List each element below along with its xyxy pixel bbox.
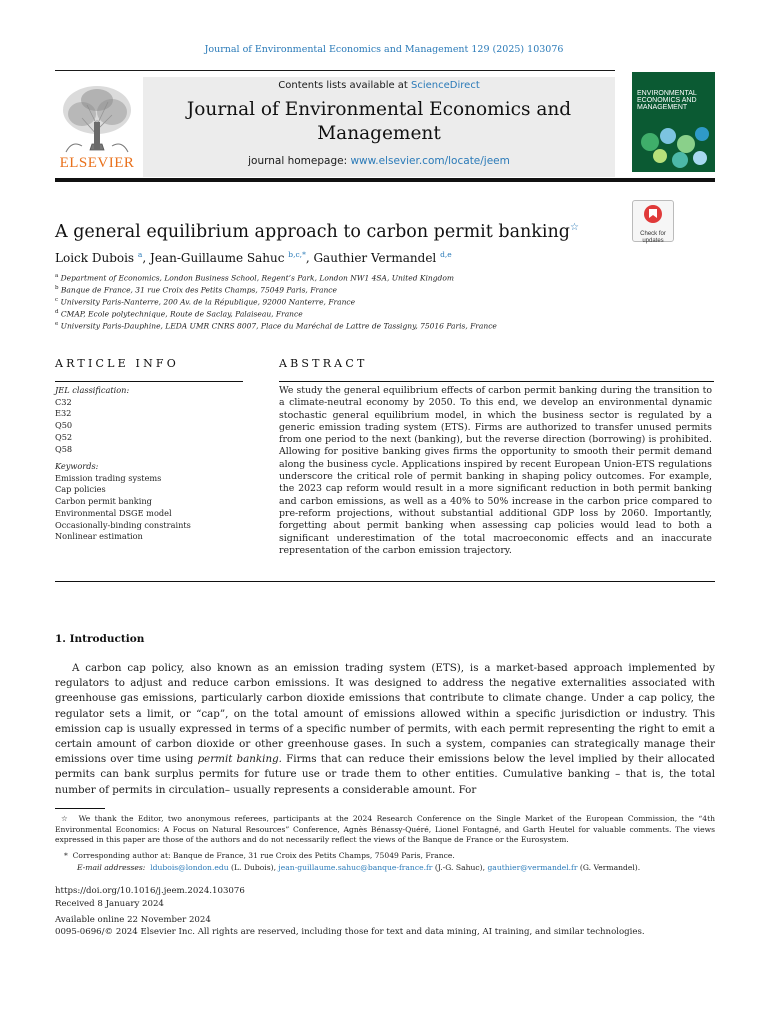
author-list: Loick Dubois $^a$, Jean-Guillaume Sahuc $^{b,c,*}$, Gauthier Vermandel $^{d,e}$ [55, 250, 452, 265]
affiliation-item: $^d$ CMAP, Ecole polytechnique, Route de Saclay, Palaiseau, France [55, 309, 303, 319]
article-title-text: A general equilibrium approach to carbon permit banking [55, 222, 570, 242]
author-affiliation-mark[interactable]: a [137, 250, 143, 259]
elsevier-wordmark: ELSEVIER [59, 155, 135, 171]
cover-title: ENVIRONMENTAL ECONOMICS AND MANAGEMENT [637, 90, 697, 111]
affiliation-item: $^a$ Department of Economics, London Business School, Regent’s Park, London NW1 4SA, United Kingdom [55, 273, 454, 283]
sciencedirect-link[interactable]: ScienceDirect [411, 80, 480, 91]
email-footnote [55, 863, 715, 874]
email-link-dubois[interactable]: ldubois@london.edu [150, 863, 229, 872]
jel-code: Q50 [55, 420, 73, 431]
journal-homepage-line [143, 155, 615, 167]
copyright-line: 0095-0696/© 2024 Elsevier Inc. All rights are reserved, including those for text and data mining, AI training, and similar technologies. [55, 927, 645, 937]
keyword-item: Occasionally-binding constraints [55, 519, 191, 530]
thanks-footnote-mark: ☆ [61, 814, 70, 823]
header-thick-rule [55, 178, 715, 182]
affiliation-item: $^c$ University Paris-Nanterre, 200 Av. de la République, 92000 Nanterre, France [55, 297, 356, 307]
homepage-prefix: journal homepage: [248, 155, 351, 167]
journal-reference-link[interactable]: Journal of Environmental Economics and Management 129 (2025) 103076 [204, 44, 564, 55]
abstract-end-rule [55, 581, 715, 582]
title-footnote-mark[interactable]: ☆ [569, 222, 579, 234]
author-affiliation-mark[interactable]: d,e [440, 250, 452, 259]
affiliation-item: $^b$ Banque de France, 31 rue Croix des Petits Champs, 75049 Paris, France [55, 285, 337, 295]
journal-title-line-2: Management [317, 123, 441, 144]
corresponding-footnote-text: Corresponding author at: Banque de France, 31 rue Croix des Petits Champs, 75049 Paris, France. [72, 851, 455, 860]
check-updates-icon [633, 201, 673, 227]
article-title [55, 222, 579, 242]
footnote-rule [55, 808, 105, 809]
received-date: Received 8 January 2024 [55, 899, 164, 909]
email-owner: (L. Dubois), [231, 863, 276, 872]
jel-heading: JEL classification: [55, 385, 130, 395]
intro-text-part-2: Firms that can reduce their emissions below the level implied by their allocated permits can bank surplus permits for future use or trade them to other entities. Cumulative banking – that is, the total number of permits in circulation– usually represents a considerable amount. For [55, 753, 715, 796]
email-label: E-mail addresses: [77, 863, 146, 872]
keyword-item: Emission trading systems [55, 472, 162, 483]
journal-title [143, 98, 615, 146]
author-affiliation-mark[interactable]: b,c,* [288, 250, 306, 259]
introduction-heading: 1. Introduction [55, 633, 145, 645]
contents-prefix: Contents lists available at [278, 80, 412, 91]
abstract-rule [279, 381, 714, 382]
contents-availability-line [143, 80, 615, 91]
jel-code: C32 [55, 396, 72, 407]
thanks-footnote-text: We thank the Editor, two anonymous referees, participants at the 2024 Research Conference on the Single Market of the European Commission, the “4th Environmental Economics: A Focus on Natural Resources” Conference, Agnès Bénassy-Quéré, Lionel Fontagné, and Garth Heutel for valuable comments. The views expressed in this paper are those of the authors and do not necessarily reflect the views of the Banque de France or the Eurosystem. [55, 814, 716, 845]
keywords-block [55, 461, 191, 543]
intro-emphasis: permit banking. [197, 753, 282, 766]
email-owner: (J.-G. Sahuc), [434, 863, 486, 872]
cover-artwork [632, 72, 715, 172]
journal-cover-image [632, 72, 715, 172]
jel-code: E32 [55, 408, 72, 419]
check-for-updates-button[interactable] [632, 200, 674, 242]
thanks-footnote [55, 814, 715, 846]
keyword-item: Carbon permit banking [55, 496, 152, 507]
doi-link[interactable]: https://doi.org/10.1016/j.jeem.2024.103076 [55, 886, 245, 896]
keyword-item: Cap policies [55, 484, 106, 495]
journal-homepage-link[interactable]: www.elsevier.com/locate/jeem [350, 155, 510, 167]
email-owner: (G. Vermandel). [579, 863, 641, 872]
article-info-rule [55, 381, 243, 382]
journal-title-line-1: Journal of Environmental Economics and [186, 99, 572, 120]
affiliation-item: $^e$ University Paris-Dauphine, LEDA UMR CNRS 8007, Place du Maréchal de Lattre de Tassigny, 75016 Paris, France [55, 321, 497, 331]
jel-code: Q58 [55, 443, 73, 454]
author-name: Gauthier Vermandel [313, 251, 437, 265]
author-name: Jean-Guillaume Sahuc [150, 251, 285, 265]
introduction-paragraph [55, 661, 715, 798]
keywords-heading: Keywords: [55, 461, 99, 471]
abstract-text: We study the general equilibrium effects of carbon permit banking during the transition to a climate-neutral economy by 2050. To this end, we develop an environmental dynamic stochastic general equilibrium model, in which the business sector is regulated by a generic emission trading system (ETS). Firms are authorized to transfer unused permits from one period to the next (banking), but the reverse direction (borrowing) is prohibited. Allowing for positive banking gives firms the opportunity to smooth their permit demand along the business cycle. Applications inspired by recent European Union-ETS regulations underscore the critical role of permit banking in shaping policy outcomes. For example, the 2023 cap reform would result in a more significant reduction in both permit banking and carbon emissions, as well as a 40% to 50% increase in the carbon price compared to pre-reform projections, without substantial additional GDP loss by 2060. Importantly, forgetting about permit banking when assessing cap policies would lead to both a significant underestimation of the total macroeconomic effects and an inaccurate representation of the carbon emission trajectory. [279, 385, 712, 556]
corresponding-footnote [55, 851, 715, 862]
check-updates-label: Check for updates [640, 231, 666, 244]
jel-classification [55, 385, 129, 455]
jel-code: Q52 [55, 431, 73, 442]
keyword-item: Nonlinear estimation [55, 531, 143, 542]
article-info-heading: ARTICLE INFO [55, 357, 179, 370]
keyword-item: Environmental DSGE model [55, 507, 172, 518]
abstract-heading: ABSTRACT [279, 357, 368, 370]
email-link-sahuc[interactable]: jean-guillaume.sahuc@banque-france.fr [278, 863, 433, 872]
corresponding-footnote-mark: * [64, 851, 68, 860]
header-top-rule [55, 70, 615, 71]
available-online-date: Available online 22 November 2024 [55, 915, 211, 925]
author-name: Loick Dubois [55, 251, 135, 265]
email-link-vermandel[interactable]: gauthier@vermandel.fr [487, 863, 578, 872]
intro-text-part-1: A carbon cap policy, also known as an emission trading system (ETS), is a market-based approach implemented by regulators to adjust and reduce carbon emissions. It was designed to address the negative externalities associated with greenhouse gas emissions, particularly carbon dioxide emissions that contribute to climate change. Under a cap policy, the regulator sets a limit, or “cap”, on the total amount of emissions allowed within a specific jurisdiction or industry. This emission cap is usually expressed in terms of a specific number of permits, with each permit representing the right to emit a certain amount of carbon dioxide or other greenhouse gases. In such a system, companies can strategically manage their emissions over time using [55, 662, 715, 766]
